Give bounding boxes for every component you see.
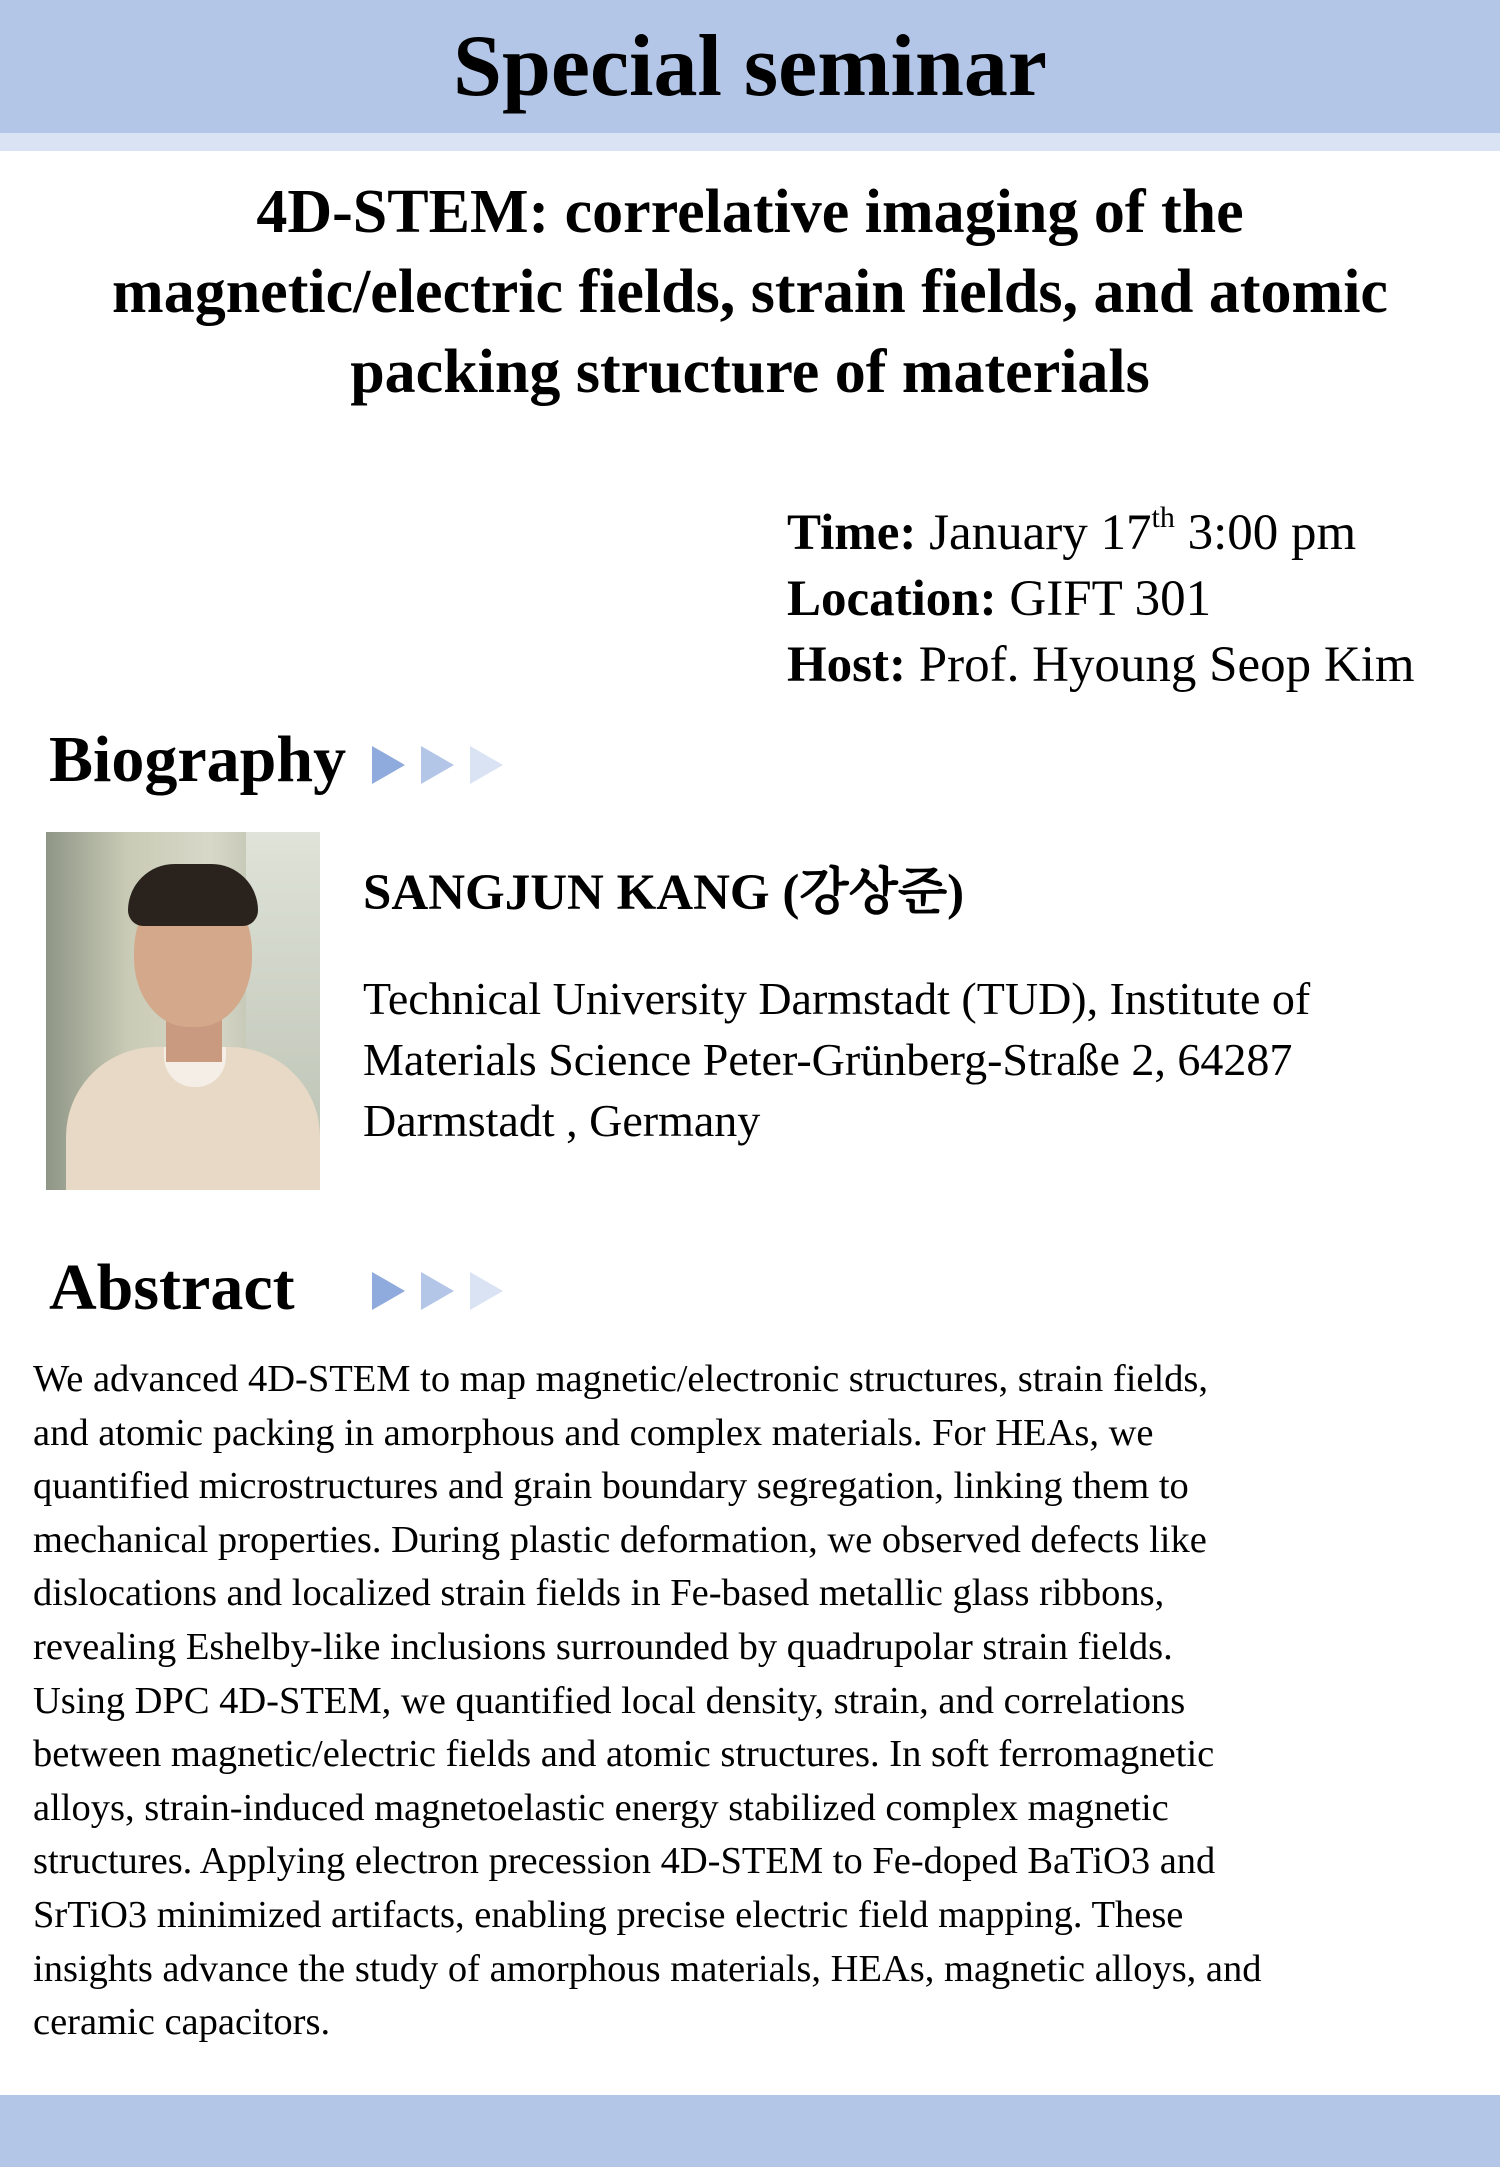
host-value: Prof. Hyoung Seop Kim (918, 637, 1415, 693)
arrow-right-icon (470, 1272, 503, 1310)
abstract-heading (49, 1250, 295, 1326)
abstract-line: insights advance the study of amorphous materials, HEAs, magnetic alloys, and (33, 1947, 1262, 1990)
arrow-right-icon (470, 746, 503, 784)
arrow-right-icon (372, 1272, 405, 1310)
abstract-line: revealing Eshelby-like inclusions surrounded by quadrupolar strain fields. (33, 1625, 1173, 1668)
location-row (787, 566, 1500, 632)
seminar-heading: Special seminar (453, 17, 1047, 115)
abstract-label: Abstract (49, 1251, 295, 1324)
host-label: Host: (787, 637, 906, 693)
location-value: GIFT 301 (1009, 571, 1212, 627)
talk-title (30, 172, 1470, 412)
time-label: Time: (787, 505, 917, 561)
arrow-right-icon (421, 746, 454, 784)
speaker-name: SANGJUN KANG (강상준) (363, 865, 965, 921)
affiliation-line: Darmstadt , Germany (363, 1095, 761, 1146)
header-band (0, 0, 1500, 133)
abstract-line: SrTiO3 minimized artifacts, enabling precise electric field mapping. These (33, 1893, 1184, 1936)
footer-band (0, 2095, 1500, 2167)
affiliation-line: Technical University Darmstadt (TUD), Institute of (363, 973, 1311, 1024)
abstract-arrows (372, 1272, 503, 1310)
talk-title-line: magnetic/electric fields, strain fields, and atomic (112, 258, 1388, 326)
abstract-line: We advanced 4D-STEM to map magnetic/electronic structures, strain fields, (33, 1358, 1209, 1400)
host-row (787, 632, 1500, 698)
speaker-affiliation (363, 968, 1463, 1151)
talk-title-line: packing structure of materials (350, 338, 1150, 406)
abstract-line: and atomic packing in amorphous and complex materials. For HEAs, we (33, 1411, 1154, 1454)
abstract-line: structures. Applying electron precession 4D-STEM to Fe-doped BaTiO3 and (33, 1840, 1216, 1883)
abstract-line: quantified microstructures and grain boundary segregation, linking them to (33, 1465, 1189, 1508)
abstract-line: mechanical properties. During plastic deformation, we observed defects like (33, 1518, 1207, 1561)
abstract-line: between magnetic/electric fields and atomic structures. In soft ferromagnetic (33, 1733, 1215, 1776)
time-date-suffix: th (1151, 501, 1175, 534)
arrow-right-icon (372, 746, 405, 784)
speaker-photo (46, 832, 320, 1190)
abstract-line: Using DPC 4D-STEM, we quantified local density, strain, and correlations (33, 1679, 1186, 1722)
affiliation-line: Materials Science Peter-Grünberg-Straße 2, 64287 (363, 1034, 1293, 1085)
biography-label: Biography (49, 723, 347, 796)
abstract-line: ceramic capacitors. (33, 2001, 331, 2044)
time-date: January 17 (929, 505, 1152, 561)
time-hour: 3:00 pm (1174, 505, 1357, 561)
time-value (929, 501, 1357, 561)
abstract-line: dislocations and localized strain fields in Fe-based metallic glass ribbons, (33, 1572, 1165, 1615)
arrow-right-icon (421, 1272, 454, 1310)
header-divider (0, 133, 1500, 151)
time-row (787, 500, 1500, 566)
location-label: Location: (787, 571, 997, 627)
talk-title-line: 4D-STEM: correlative imaging of the (256, 178, 1244, 246)
photo-hair (128, 864, 258, 926)
event-info (787, 500, 1500, 698)
biography-heading (49, 722, 346, 798)
abstract-line: alloys, strain-induced magnetoelastic energy stabilized complex magnetic (33, 1786, 1169, 1829)
speaker-bio (363, 860, 1463, 1151)
abstract-text (33, 1353, 1483, 2050)
biography-arrows (372, 746, 503, 784)
